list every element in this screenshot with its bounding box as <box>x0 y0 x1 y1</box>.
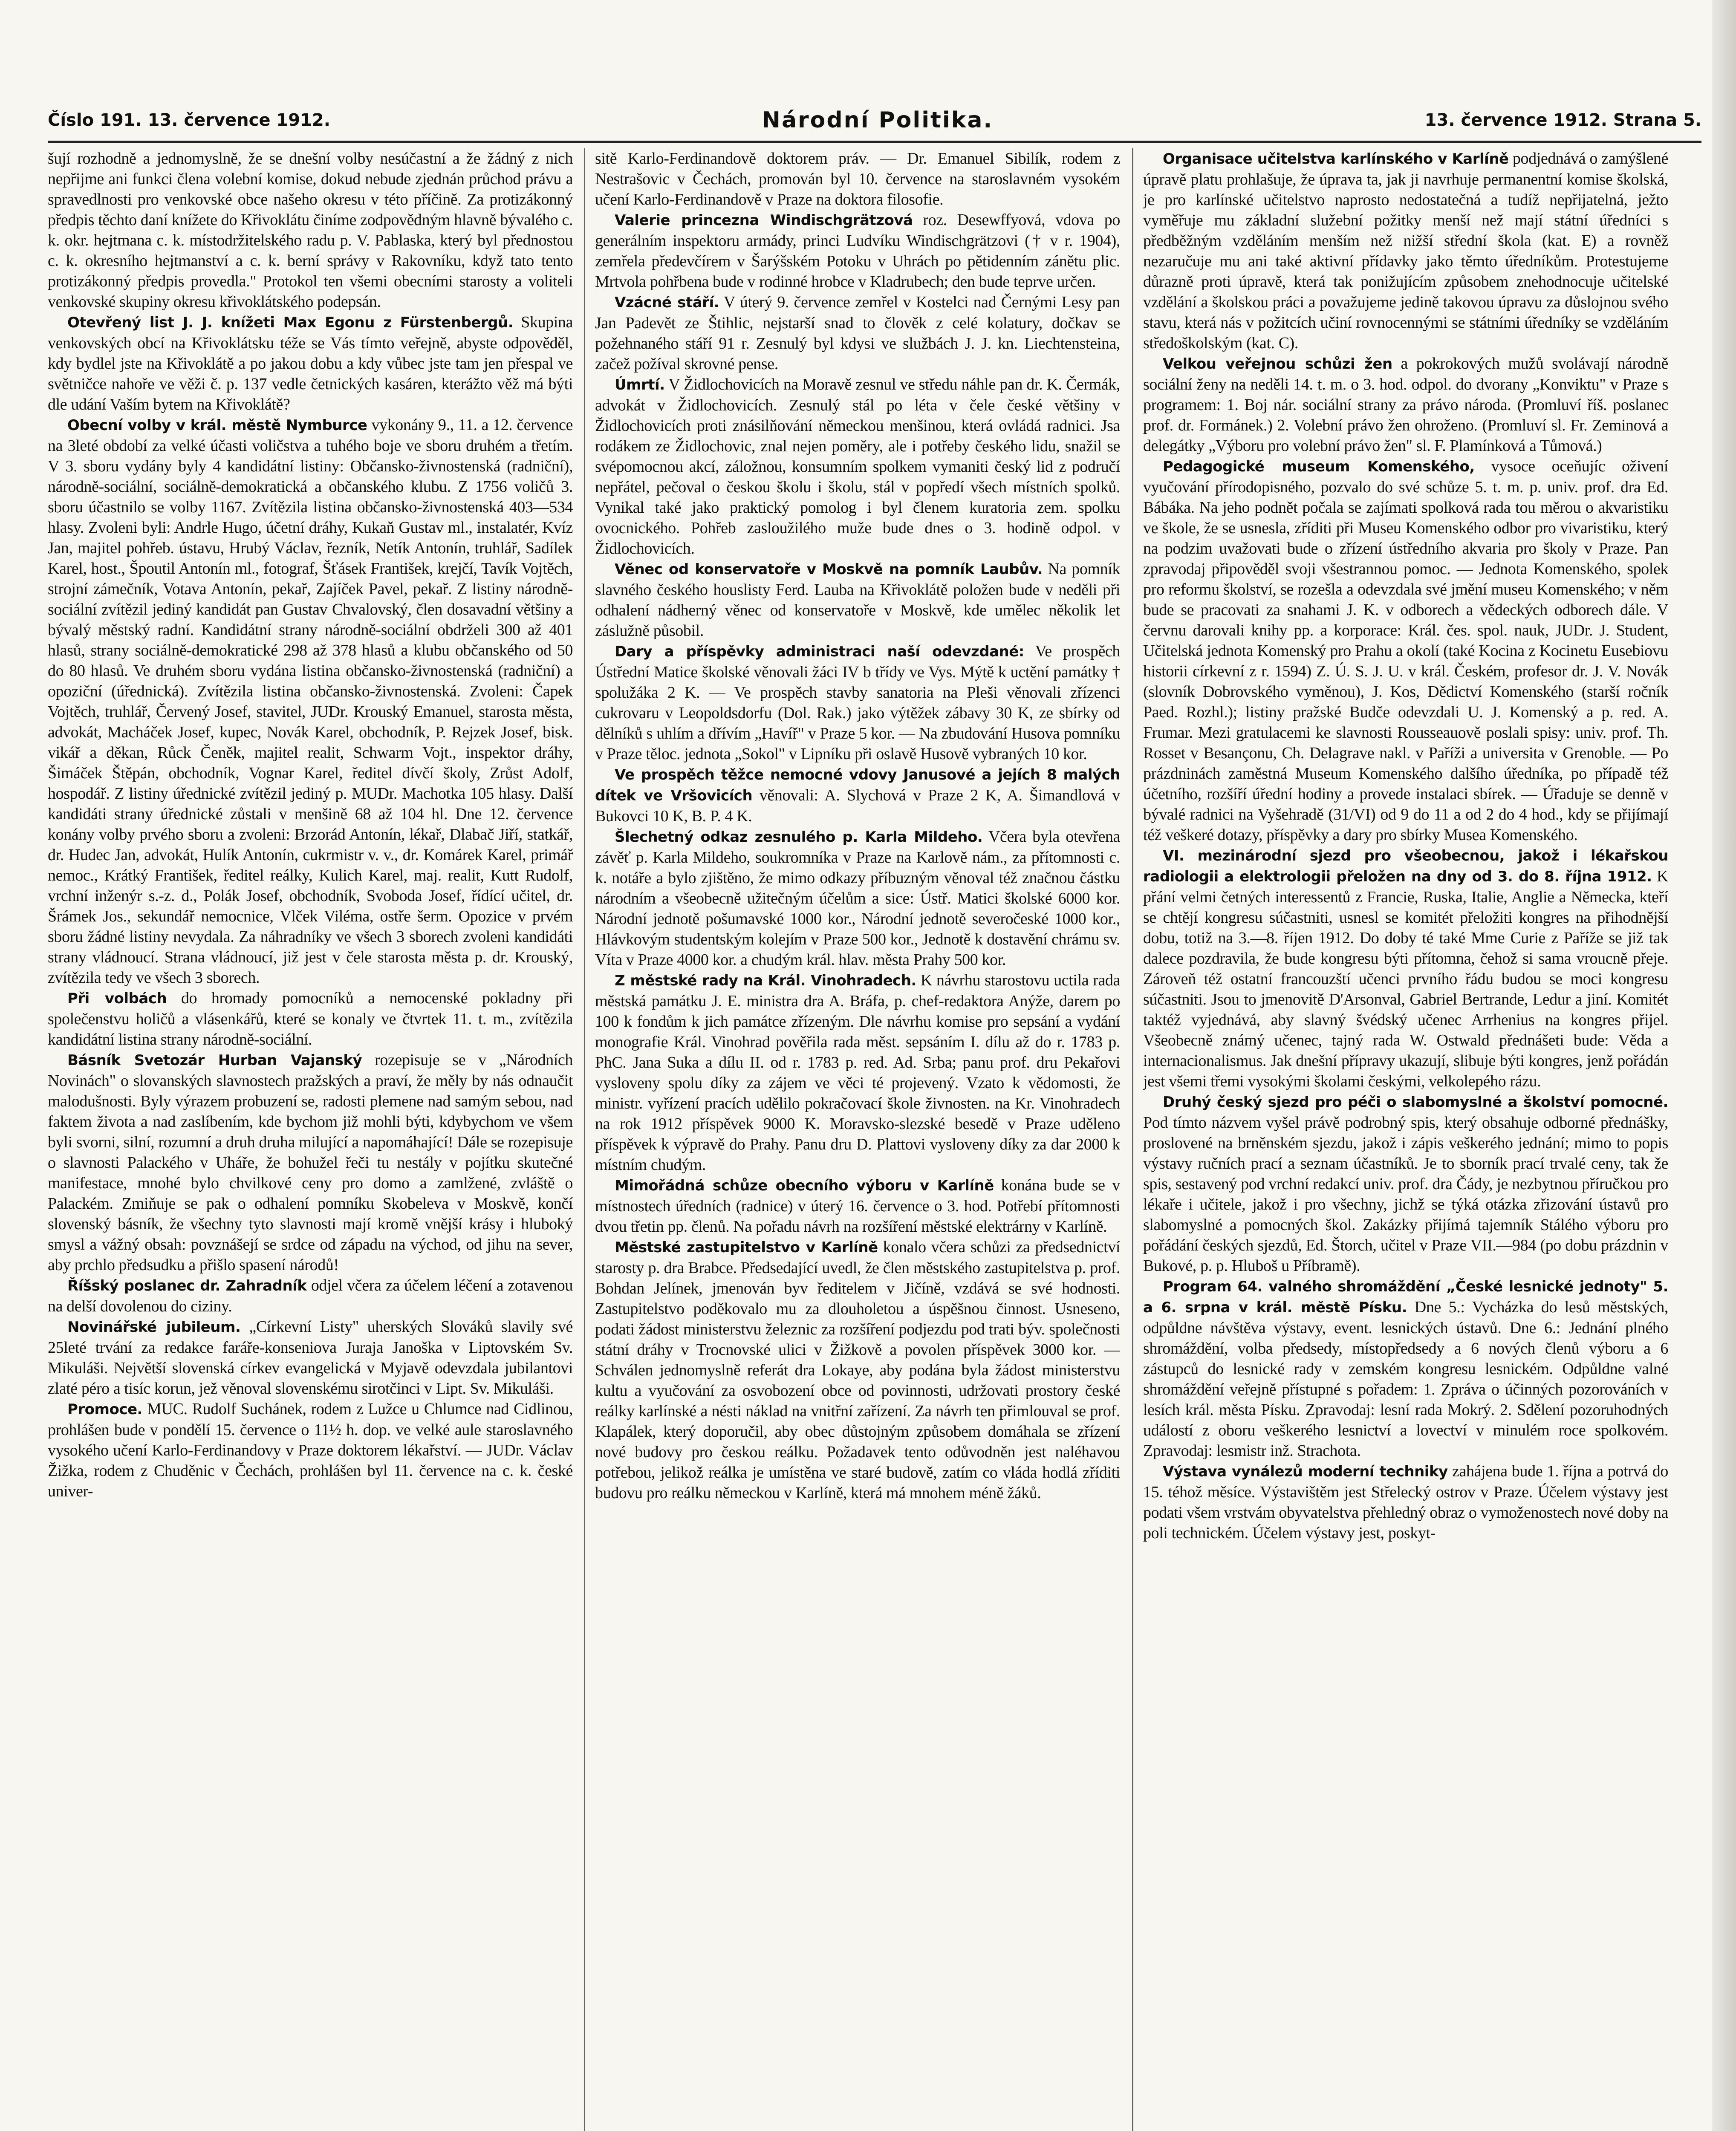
article-text: vykonány 9., 11. a 12. července na 3leté období za velké účasti voličstva a tuhého boje ve sboru druhém a třetím. V 3. sboru vydány byly 4 kandidátní listiny: Občansko-živnostenská (radniční), národně-sociální, sociálně-demokratická a občanského klubu. Z 1756 voličů 3. sboru účastnilo se volby 1167. Zvítězila listina občansko-živnostenská 403—534 hlasy. Zvoleni byli: Andrle Hugo, účetní dráhy, Kukaň Gustav ml., instalatér, Kvíz Jan, majitel pohřeb. ústavu, Hrubý Václav, řezník, Netík Antonín, truhlář, Sadílek Karel, host., Špoutil Antonín ml., fotograf, Šťásek František, krejčí, Tavík Vojtěch, strojní zámečník, Votava Antonín, pekař, Zajíček Pavel, pekař. Z listiny národně-sociální zvítězil jediný kandidát pan Gustav Chvalovský, člen dosavadní většiny a bývalý městský radní. Kandidátní strany národně-sociální obdrželi 300 až 401 hlasů, strany sociálně-demokratické 298 až 378 hlasů a klubu občanského od 50 do 80 hlasů. Ve druhém sboru vydána listina občansko-živnostenská (radniční) a opoziční (úřednická). Zvítězila listina občansko-živnostenská. Zvoleni: Čapek Vojtěch, truhlář, Červený Josef, stavitel, JUDr. Krouský Emanuel, starosta města, advokát, Macháček Josef, kupec, Novák Karel, obchodník, P. Rejzek Josef, bisk. vikář a děkan, Růck Čeněk, majitel realit, Schwarm Vojt., inspektor dráhy, Šimáček Štěpán, obchodník, Vognar Karel, ředitel dívčí školy, Zrůst Adolf, hospodář. Z listiny úřednické zvítězil jediný p. MUDr. Machotka 105 hlasy. Další kandidáti strany úřednické zůstali v menšině 68 až 104 hl. Dne 12. července konány volby prvého sboru a zvoleni: Brzorád Antonín, lékař, Dlabač Jiří, statkář, dr. Hudec Jan, advokát, Hulík Antonín, cukrmistr v. v., dr. Komárek Karel, primář nemoc., Krátký František, ředitel reálky, Kulich Karel, maj. realit, Kutt Rudolf, vrchní inženýr s.-z. d., Polák Josef, obchodník, Svoboda Josef, řídící učitel, dr. Šrámek Jos., sekundář nemocnice, Vlček Viléma, ostře šerm. Opozice v prvém sboru žádné listiny nevydala. Za náhradníky ve všech 3 sborech zvoleni kandidáti strany vládnoucí. Strana vládnoucí, již jest v čele starosta města p. dr. Krouský, zvítězila tedy ve všech 3 sborech. <box>48 416 573 987</box>
article-text: K přání velmi četných interessentů z Francie, Ruska, Italie, Anglie a Německa, kteří se chtějí kongresu súčastniti, usnesl se komitét přeložiti kongres na přihodnější dobu, totiž na 3.—8. říjen 1912. Do doby té také Mme Curie z Paříže se již tak dalece pozdravila, že bude kongresu býti přítomna, čehož si sama vroucně přeje. Zároveň též ostatní francouzští učenci prvního řádu budou se moci kongresu súčastniti. Jsou to jmenovitě D'Arsonval, Gabriel Bertrande, Ledur a jiní. Komitét taktéž vyjednává, aby slavný švédský učenec Arrhenius na kongres přijel. Všeobecně známý učenec, tajný rada W. Ostwald přednášeti bude: Věda a internacionalismus. Jak dnešní přípravy ukazují, slibuje býti kongres, jenž pořádán jest všemi třemi vysokými školami českými, velkolepého rázu. <box>1143 867 1668 1090</box>
article-heading: Organisace učitelstva karlínského v Karlíně <box>1163 150 1509 167</box>
article-heading: Při volbách <box>67 990 167 1007</box>
scan-edge-shadow <box>1712 0 1736 2131</box>
article-text: a pokrokových mužů svolávají národně sociální ženy na neděli 14. t. m. o 3. hod. odpol. do dvorany „Konviktu" v Praze s programem: 1. Boj nár. sociální strany za právo národa. (Promluví říš. poslanec prof. dr. Formánek.) 2. Volební právo žen ohroženo. (Promluví sl. Fr. Zeminová a delegátky „Výboru pro volební právo žen" sl. F. Plamínková a Tůmová.) <box>1143 355 1668 455</box>
article <box>595 559 1120 641</box>
article-heading: Městské zastupitelstvo v Karlíně <box>615 1239 878 1256</box>
article-heading: Úmrtí. <box>615 376 665 393</box>
article <box>1143 353 1668 456</box>
article <box>48 312 573 415</box>
article-heading: Básník Svetozár Hurban Vajanský <box>67 1052 362 1069</box>
article-heading: VI. mezinárodní sjezd pro všeobecnou, jakož i lékařskou radiologii a elektrologii přeložen na dny od 3. do 8. října 1912. <box>1143 847 1668 885</box>
article-text: Na pomník slavného českého houslisty Ferd. Lauba na Křivoklátě položen bude v neděli při odhalení nádherný věnec od konservatoře v Moskvě, kde umělec několik let záslužně působil. <box>595 560 1120 640</box>
article <box>1143 1461 1668 1543</box>
column-1 <box>48 148 573 2131</box>
article <box>595 826 1120 970</box>
article-heading: Šlechetný odkaz zesnulého p. Karla Mildeho. <box>615 829 983 846</box>
article <box>595 374 1120 559</box>
article <box>595 764 1120 826</box>
article-heading: Dary a příspěvky administraci naší odevzdané: <box>615 643 1024 660</box>
article-text: „Církevní Listy" uherských Slováků slavily své 25leté trvání za redakce faráře-konseniova Juraja Janoška v Liptovském Sv. Mikuláši. Největší slovenská církev evangelická v Myjavě odevzdala jubilantovi zlaté péro a tisíc korun, jež věnoval slovenskému sirotčinci v Lipt. Sv. Mikuláši. <box>48 1318 573 1398</box>
article <box>595 970 1120 1175</box>
article <box>595 641 1120 764</box>
article-text: zahájena bude 1. října a potrvá do 15. téhož měsíce. Výstavištěm jest Střelecký ostrov v Praze. Účelem výstavy jest podati všem vrstvám obyvatelstva přehledný obraz o vymoženostech nové doby na poli technickém. Účelem výstavy jest, poskyt- <box>1143 1462 1668 1542</box>
article-text: Včera byla otevřena závěť p. Karla Mildeho, soukromníka v Praze na Karlově nám., za přítomnosti c. k. notáře a bylo zjištěno, že mimo odkazy příbuzným věnoval též značnou částku národním a všeobecně užitečným účelům a sice: Ústř. Matici školské 6000 kor. Národní jednotě pošumavské 1000 kor., Národní jednotě severočeské 1000 kor., Hlávkovým studentským kolejím v Praze 500 kor., Jednotě k dostavění chrámu sv. Víta v Praze 4000 kor. a chudým král. hlav. města Prahy 500 kor. <box>595 828 1120 969</box>
article <box>1143 456 1668 845</box>
article <box>1143 845 1668 1091</box>
column-divider <box>584 148 585 2131</box>
column-divider <box>1132 148 1133 2131</box>
article-heading: Věnec od konservatoře v Moskvě na pomník Laubův. <box>615 561 1043 578</box>
article-heading: Velkou veřejnou schůzi žen <box>1163 355 1392 372</box>
article <box>1143 148 1668 353</box>
column-3 <box>1143 148 1668 2131</box>
article-text: šují rozhodně a jednomyslně, že se dnešní volby nesúčastní a že žádný z nich nepřijme ani funkci člena volební komise, dokud nebude zjednán průchod právu a spravedlnosti pro venkovské obce našeho okresu v této příčině. Za protizákonný předpis těchto daní knížete do Křivoklátu činíme zodpovědným hlavně bývalého c. k. okr. hejtmana c. k. místodržitelského radu p. V. Pablaska, který byl přednostou c. k. okresního hejtmanství a c. k. berní správy v Rakovníku, když tato tento protizákonný předpis provedla." Protokol ten všemi obecními starosty a voliteli venkovské skupiny okresu křivoklátského podepsán. <box>48 150 573 311</box>
column-2 <box>595 148 1120 2131</box>
article-text: podjednává o zamýšlené úpravě platu prohlašuje, že úprava ta, jak ji navrhuje permanentní komise školská, je pro karlínské učitelstvo naprosto nedostatečná a tudíž nepřijatelná, ježto vyměřuje mu základní služební požitky menší než mají státní úředníci s předběžným vzděláním menším než nižší střední škola (kat. E) a rovněž nezaručuje mu ani také aktivní přídavky jako těmto úředníkům. Protestujeme důrazně proti úpravě, která tak ponižujícím způsobem znehodnocuje učitelské vzdělání a školskou práci a považujeme jedině takovou úpravu za důslojnou svého stavu, která nás v požitcích učiní rovnocennými se státními úředníky se vzděláním středoškolským (kat. C). <box>1143 150 1668 352</box>
article-text: V úterý 9. července zemřel v Kostelci nad Černými Lesy pan Jan Padevět ze Štihlic, nejstarší snad to člověk z celé kolatury, dočkav se požehnaného stáří 91 r. Zesnulý byl kdysi ve službách J. J. kn. Liechtensteina, začež požíval skrovné pense. <box>595 293 1120 373</box>
article-heading: Novinářské jubileum. <box>67 1319 241 1336</box>
article-heading: Výstava vynálezů moderní techniky <box>1163 1463 1448 1480</box>
article-heading: Z městské rady na Král. Vinohradech. <box>615 972 916 989</box>
article-heading: Říšský poslanec dr. Zahradník <box>67 1277 307 1294</box>
article <box>595 1237 1120 1503</box>
article <box>1143 1091 1668 1276</box>
article <box>1143 1276 1668 1461</box>
article-heading: Otevřený list J. J. knížeti Max Egonu z Fürstenbergů. <box>67 314 514 331</box>
article-text: MUC. Rudolf Suchánek, rodem z Lužce u Chlumce nad Cidlinou, prohlášen bude v pondělí 15. července o 11½ h. dop. ve velké aule staroslavného vysokého učení Karlo-Ferdinandovy v Praze doktorem lékařství. — JUDr. Václav Žižka, rodem z Chuděnic v Čechách, prohlášen byl 11. července na c. k. české univer- <box>48 1400 573 1500</box>
article <box>48 1399 573 1502</box>
article-text: konána bude se v místnostech úředních (radnice) v úterý 16. července o 3. hod. Potřebí přítomnosti dvou třetin pp. členů. Na pořadu návrh na rozšíření městské elektrárny v Karlíně. <box>595 1176 1120 1236</box>
header-rule <box>48 141 1701 143</box>
article-text: Skupina venkovských obcí na Křivoklátsku téže se Vás tímto veřejně, abyste odpověděl, kdy bydlel jste na Křivoklátě a po jakou dobu a kdy vůbec jste tam jen přespal ve světničce nahoře ve věži č. p. 137 vedle četnických kasáren, kterážto věž má býti dle udání Vaším bytem na Křivoklátě? <box>48 313 573 413</box>
article <box>48 415 573 988</box>
article-text: Pod tímto názvem vyšel právě podrobný spis, který obsahuje odborné přednášky, proslovené na brněnském sjezdu, jakož i zápis veškerého jednání; mimo to popis výstavy ručních prací a seznam účastníků. Je to sborník prací trvalé ceny, tak že spis, sestavený pod vrchní redakcí univ. prof. dra Čády, je nezbytnou příručkou pro lékaře i učitele, jakož i pro všechny, jichž se týká otázka zřizování ústavů pro slabomyslné a pomocných škol. Zakázky přijímá tajemník Stálého výboru pro pořádání českých sjezdů, Ed. Štorch, učitel v Praze VII.—984 (po dobu prázdnin v Bukové, p. p. Hluboš u Příbramě). <box>1143 1114 1668 1275</box>
article-heading: Obecní volby v král. městě Nymburce <box>67 417 367 434</box>
article-heading: Valerie princezna Windischgrätzová <box>615 212 913 229</box>
article <box>48 1317 573 1399</box>
article-heading: Program 64. valného shromáždění „České lesnické jednoty" 5. a 6. srpna v král. městě Písku. <box>1143 1278 1668 1316</box>
article-text: V Židlochovicích na Moravě zesnul ve středu náhle pan dr. K. Čermák, advokát v Židlochovicích. Zesnulý stál po léta v čele české většiny v Židlochovicích proti znásilňování německou menšinou, která ovládá radnici. Jsa rodákem ze Židlochovic, znal nejen poměry, ale i potřeby českého lidu, snažil se svépomocnou akcí, záložnou, konsumním spolkem vymaniti český lid z područí nepřátel, pečoval o českou školu i školu, stál v popředí všech místních spolků. Vynikal také jako praktický pomolog i byl členem kuratoria zem. spolku ovocnického. Pohřeb zasloužilého muže bude dnes o 3. hodině odpol. v Židlochovicích. <box>595 375 1120 557</box>
article-text: K návrhu starostovu uctila rada městská památku J. E. ministra dra A. Bráfa, p. chef-redaktora Anýže, darem po 100 k fondům k jich památce zřízeným. Dle návrhu komise pro sepsání a vydání monografie Král. Vinohrad pověřila rada měst. sepsáním I. dílu až do r. 1783 p. PhC. Jana Suka a dílu II. od r. 1783 p. red. Ad. Srba; panu prof. dru Pekařovi vysloveny spolu díky za zájem ve věci té projevený. Vzato k vědomosti, že ministr. vyřízení pracích udělilo pokračovací škole živnosten. na Kr. Vinohradech na rok 1912 příspěvek 9000 K. Moravsko-slezské besedě v Praze uděleno příspěvek k výpravě do Prahy. Panu dru D. Plattovi vysloveny díky za dar 2000 k místním chudým. <box>595 971 1120 1174</box>
header-issue-date: Číslo 191. 13. července 1912. <box>48 110 330 130</box>
article-text: rozepisuje se v „Národních Novinách" o slovanských slavnostech pražských a praví, že měly by nás odnaučit malodušnosti. Byly výrazem probuzení se, radosti plemene nad samým sebou, nad faktem života a nad zaslíbením, kde bychom již mohli býti, kdybychom ve všem byli svorni, silní, rozumní a druh druha milující a napomáhající! Dále se rozepisuje o slavnosti Palackého v Uháře, že bohužel řeči tu nestály v pojítku skutečné manifestace, mnohé bylo chvilkové ceny pro domo a zamlžené, zvláště o Palackém. Zmiňuje se pak o odhalení pomníku Skobeleva v Moskvě, končí slovenský básník, že všechny tyto slavnosti mají kromě vnější krásy i hluboký smysl a vážný obsah: povznášejí se srdce od západu na východ, od jihu na sever, aby prchlo předsudku a přišlo spasení národů! <box>48 1051 573 1274</box>
header-page-number: 13. července 1912. Strana 5. <box>1424 110 1701 130</box>
article-text: Ve prospěch Ústřední Matice školské věnovali žáci IV b třídy ve Vys. Mýtě k uctění památky † spolužáka 2 K. — Ve prospěch stavby sanatoria na Pleši věnovali zřízenci cukrovaru v Leopoldsdorfu (Dol. Rak.) jako výtěžek zábavy 30 K, ze sbírky od dělníků s uhlím a dřívím „Havíř" v Praze 5 kor. — Na zbudování Husova pomníku v Praze těloc. jednota „Sokol" v Lipníku při oslavě Husově vybraných 10 kor. <box>595 642 1120 763</box>
article-heading: Ve prospěch těžce nemocné vdovy Janusové a jejích 8 malých dítek ve Vršovicích <box>595 766 1120 804</box>
article-heading: Druhý český sjezd pro péči o slabomyslné a školství pomocné. <box>1163 1094 1668 1111</box>
article-heading: Mimořádná schůze obecního výboru v Karlíně <box>615 1177 994 1194</box>
article-text: sitě Karlo-Ferdinandově doktorem práv. — Dr. Emanuel Sibilík, rodem z Nestrašovic v Čechách, promován byl 10. července na staroslavném vysokém učení Karlo-Ferdinandově v Praze na doktora filosofie. <box>595 150 1120 208</box>
article-text: roz. Desewffyová, vdova po generálním inspektoru armády, princi Ludvíku Windischgrätzovi († v r. 1904), zemřela předevčírem v Šarýšském Potoku v Uhrách po pětidenním zánětu plic. Mrtvola pohřbena bude v rodinné hrobce v Kladrubech; den bude teprve určen. <box>595 211 1120 291</box>
article-heading: Promoce. <box>67 1401 142 1418</box>
article <box>595 1175 1120 1237</box>
article <box>48 1275 573 1317</box>
article <box>48 988 573 1050</box>
page-header <box>48 107 1701 134</box>
masthead: Národní Politika. <box>762 107 994 133</box>
article-heading: Pedagogické museum Komenského, <box>1163 458 1475 475</box>
article <box>595 292 1120 374</box>
article <box>48 1050 573 1275</box>
article-text: konalo včera schůzi za předsednictví starosty p. dra Brabce. Předsedající uvedl, že člen městského zastupitelstva p. prof. Bohdan Jelínek, jmenován byv ředitelem v Jičíně, vzdává se své hodnosti. Zastupitelstvo poděkovalo mu za dlouholetou a úspěšnou činnost. Usneseno, podati žádost ministerstvu železnic za rozšíření podjezdu pod trati býv. společnosti státní dráhy v Trocnovské ulici v Žižkově a povolen příspěvek 3000 kor. — Schválen jednomyslně referát dra Lokaye, aby podána byla žádost ministerstvu kultu a vyučování za osvobození obce od povinnosti, udržovati prostory české reálky karlínské a nésti náklad na vnitřní zařízení. Za návrh ten přimlouval se prof. Klapálek, který doporučil, aby obec důstojným způsobem domáhala se zřízení nové budovy pro českou reálku. Požadavek tento odůvodněn jest naléhavou potřebou, jelikož reálka je umístěna ve staré budově, zatím co vláda hodlá zříditi budovu pro reálku německou v Karlíně, která má mnohem méně žáků. <box>595 1238 1120 1502</box>
article-text: do hromady pomocníků a nemocenské pokladny při společenstvu holičů a vlásenkářů, které se konaly ve čtvrtek 11. t. m., zvítězila kandidátní listina strany národně-sociální. <box>48 989 573 1048</box>
article-text: vysoce oceňujíc oživení vyučování přírodopisného, pozvalo do své schůze 5. t. m. p. univ. prof. dra Ed. Bábáka. Na jeho podnět počala se zajímati spolková rada tou měrou o akvaristiku ve škole, že se usnesla, zříditi při Museu Komenského odbor pro vivaristiku, který na podzim uvažovati bude o zřízení ústředního akvaria pro školy v Praze. Pan zpravodaj připověděl svoji všestrannou pomoc. — Jednota Komenského, spolek pro reformu školství, se rozešla a odevzdala své jmění museu Komenského; v něm bude se pracovati za snahami J. K. v odborech a vědeckých odborech dále. V červnu darovali knihy pp. a korporace: Král. čes. spol. nauk, JUDr. J. Student, Učitelská jednota Komenský pro Prahu a okolí (také Kocina z Kocinetu Eusebiovu historii církevní z r. 1594) Z. Ú. S. J. U. v král. Českém, profesor dr. J. V. Novák (slovník Dobrovského vyměnou), J. Kos, Dědictví Komenského (starší ročník Paed. Rozhl.); listiny pražské Budče odevzdali U. J. Komenský a p. red. A. Frumar. Mezi gratulacemi ke slavnosti Rousseauově poslali spisy: univ. prof. Th. Rosset v Besançonu, Ch. Delagrave nakl. v Paříži a universita v Grenoble. — Po prázdninách zaměstná Museum Komenského dalšího úředníka, po případě též účetního, rozšíří úřední hodiny a provede instalaci sbírek. — Úřaduje se denně v bývalé radnici na Vyšehradě (31/VI) od 9 do 11 a od 2 do 4 hod., kdy se přijímají též veškeré dotazy, příspěvky a dary pro sbírky Musea Komenského. <box>1143 457 1668 844</box>
article-heading: Vzácné stáří. <box>615 294 719 311</box>
article <box>595 210 1120 292</box>
article-text: odjel včera za účelem léčení a zotavenou na delší dovolenou do ciziny. <box>48 1276 573 1315</box>
article-text: Dne 5.: Vycházka do lesů městských, odpůldne návštěva výstavy, event. lesnických ústavů. Dne 6.: Jednání plného shromáždění, volba předsedy, místopředsedy a 6 nových členů výboru a 6 zástupců do lesnické rady v zemském kongresu lesnickém. Odpůldne valné shromáždění veřejně přístupné s pořadem: 1. Zpráva o účinných pozorováních v lesích král. města Písku. Zpravodaj: lesní rada Mokrý. 2. Sdělení pozoruhodných událostí z oboru veškerého lesnictví a lovectví v minulém roce spolkovém. Zpravodaj: lesmistr inž. Strachota. <box>1143 1298 1668 1460</box>
article-text: věnovali: A. Slychová v Praze 2 K, A. Šimandlová v Bukovci 10 K, B. P. 4 K. <box>595 786 1120 825</box>
